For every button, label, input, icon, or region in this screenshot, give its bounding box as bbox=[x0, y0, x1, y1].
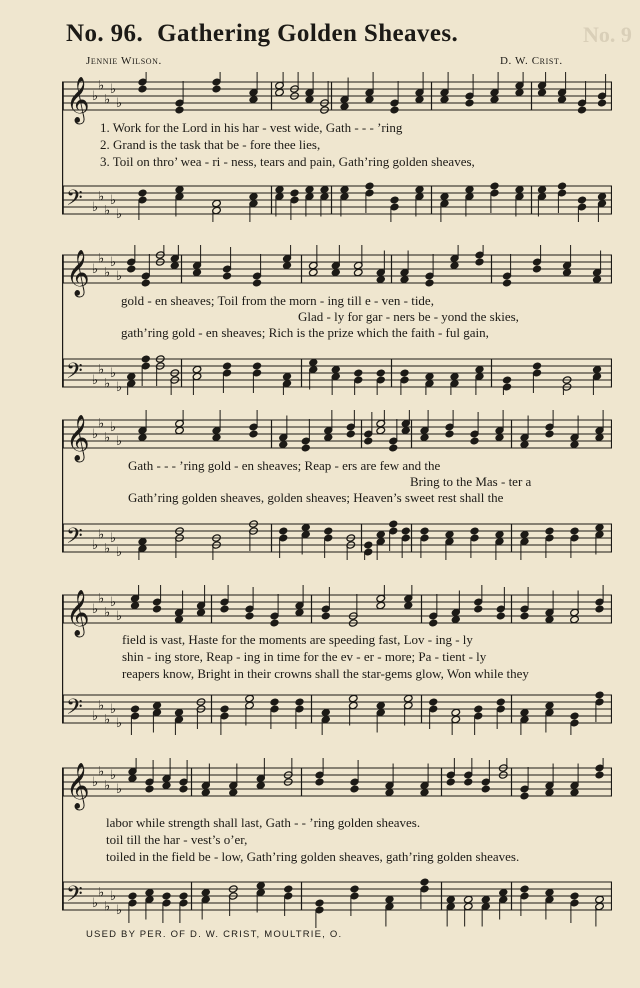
notehead bbox=[577, 106, 587, 114]
flat-icon: ♭ bbox=[104, 376, 111, 392]
notehead bbox=[502, 376, 512, 384]
notehead bbox=[320, 185, 330, 193]
notehead bbox=[212, 433, 222, 441]
lyric-line-5-verse-2: toil till the har - vest’s o’er, bbox=[106, 832, 248, 847]
flat-icon: ♭ bbox=[98, 416, 105, 432]
notehead bbox=[249, 430, 259, 438]
flat-icon: ♭ bbox=[92, 538, 99, 553]
flat-icon: ♭ bbox=[110, 595, 117, 610]
notehead bbox=[495, 433, 505, 441]
notehead bbox=[350, 785, 360, 793]
notehead bbox=[470, 437, 480, 445]
flat-icon: ♭ bbox=[116, 903, 123, 918]
flat-icon: ♭ bbox=[98, 527, 105, 543]
notehead bbox=[495, 530, 505, 538]
notehead bbox=[557, 95, 567, 103]
flat-icon: ♭ bbox=[110, 193, 117, 208]
flat-icon: ♭ bbox=[110, 889, 117, 904]
notehead bbox=[376, 369, 386, 377]
lyric-line-1-verse-1: 1. Work for the Lord in his har - vest wide, Gath - - - ’ring bbox=[100, 120, 403, 135]
notehead bbox=[388, 444, 398, 452]
notehead bbox=[470, 527, 480, 535]
flat-icon: ♭ bbox=[110, 768, 117, 783]
notehead bbox=[290, 189, 300, 197]
notehead bbox=[425, 279, 435, 287]
composer-credit: D. W. Crist. bbox=[500, 55, 563, 67]
notehead bbox=[385, 895, 395, 903]
notehead bbox=[425, 372, 435, 380]
notehead bbox=[451, 615, 461, 623]
notehead bbox=[463, 778, 473, 786]
flat-icon: ♭ bbox=[104, 712, 111, 728]
flat-icon: ♭ bbox=[98, 885, 105, 901]
notehead bbox=[502, 279, 512, 287]
notehead bbox=[570, 527, 580, 535]
lyric-line-1-verse-3: 3. Toil on thro’ wea - ri - ness, tears and pain, Gath’ring golden sheaves, bbox=[100, 154, 475, 169]
notehead bbox=[175, 426, 185, 434]
notehead bbox=[365, 95, 375, 103]
flat-icon: ♭ bbox=[98, 764, 105, 780]
notehead bbox=[175, 106, 185, 114]
flat-icon: ♭ bbox=[92, 709, 99, 724]
flat-icon: ♭ bbox=[104, 605, 111, 621]
notehead bbox=[278, 440, 288, 448]
notehead bbox=[592, 365, 602, 373]
treble-clef-icon: 𝄞 bbox=[66, 763, 90, 809]
notehead bbox=[595, 895, 605, 903]
flat-icon: ♭ bbox=[98, 362, 105, 378]
notehead bbox=[473, 605, 483, 613]
flat-icon: ♭ bbox=[116, 434, 123, 449]
treble-clef-icon: 𝄞 bbox=[66, 415, 90, 461]
notehead bbox=[520, 792, 530, 800]
flat-icon: ♭ bbox=[104, 899, 111, 915]
notehead bbox=[340, 102, 350, 110]
bass-clef-icon: 𝄢 bbox=[66, 359, 83, 389]
lyric-line-5-verse-1: labor while strength shall last, Gath - - ’ring golden sheaves. bbox=[106, 815, 421, 830]
flat-icon: ♭ bbox=[110, 366, 117, 381]
notehead bbox=[376, 601, 386, 609]
notehead bbox=[597, 192, 607, 200]
notehead bbox=[473, 705, 483, 713]
notehead bbox=[463, 895, 473, 903]
bass-clef-icon: 𝄢 bbox=[66, 186, 83, 216]
notehead bbox=[363, 437, 373, 445]
notehead bbox=[592, 275, 602, 283]
notehead bbox=[520, 885, 530, 893]
flat-icon: ♭ bbox=[116, 545, 123, 560]
notehead bbox=[450, 372, 460, 380]
flat-icon: ♭ bbox=[98, 78, 105, 94]
notehead bbox=[130, 601, 140, 609]
notehead bbox=[295, 608, 305, 616]
flat-icon: ♭ bbox=[116, 96, 123, 111]
notehead bbox=[192, 268, 202, 276]
notehead bbox=[138, 85, 148, 93]
notehead bbox=[363, 541, 373, 549]
notehead bbox=[138, 433, 148, 441]
notehead bbox=[388, 520, 398, 528]
notehead bbox=[420, 878, 430, 886]
notehead bbox=[515, 88, 525, 96]
notehead bbox=[498, 888, 508, 896]
flat-icon: ♭ bbox=[92, 896, 99, 911]
notehead bbox=[270, 619, 280, 627]
notehead bbox=[446, 778, 456, 786]
lyric-line-3-verse-1: Gath - - - ’ring gold - en sheaves; Reap - ers are few and the bbox=[128, 458, 441, 473]
bass-clef-icon: 𝄢 bbox=[66, 695, 83, 725]
notehead bbox=[321, 708, 331, 716]
notehead bbox=[196, 608, 206, 616]
notehead bbox=[282, 372, 292, 380]
notehead bbox=[545, 527, 555, 535]
notehead bbox=[400, 275, 410, 283]
notehead bbox=[252, 279, 262, 287]
bleed-through-text: No. 9 bbox=[583, 22, 632, 47]
flat-icon: ♭ bbox=[104, 430, 111, 446]
notehead bbox=[390, 196, 400, 204]
notehead bbox=[212, 199, 222, 207]
notehead bbox=[138, 537, 148, 545]
notehead bbox=[545, 615, 555, 623]
notehead bbox=[545, 788, 555, 796]
notehead bbox=[401, 527, 411, 535]
notehead bbox=[570, 788, 580, 796]
notehead bbox=[415, 95, 425, 103]
notehead bbox=[192, 365, 202, 373]
notehead bbox=[126, 372, 136, 380]
notehead bbox=[537, 88, 547, 96]
flat-icon: ♭ bbox=[92, 775, 99, 790]
notehead bbox=[162, 781, 172, 789]
notehead bbox=[420, 527, 430, 535]
lyric-line-4-verse-1: field is vast, Haste for the moments are speeding fast, Lov - ing - ly bbox=[122, 632, 473, 647]
notehead bbox=[308, 268, 318, 276]
notehead bbox=[220, 605, 230, 613]
flat-icon: ♭ bbox=[110, 420, 117, 435]
notehead bbox=[446, 895, 456, 903]
notehead bbox=[141, 355, 151, 363]
flat-icon: ♭ bbox=[92, 602, 99, 617]
notehead bbox=[212, 85, 222, 93]
notehead bbox=[376, 701, 386, 709]
notehead bbox=[201, 788, 211, 796]
notehead bbox=[428, 619, 438, 627]
lyric-line-3-verse-3: Gath’ring golden sheaves, golden sheaves; Heaven’s sweet rest shall the bbox=[128, 490, 504, 505]
notehead bbox=[170, 261, 180, 269]
notehead bbox=[152, 605, 162, 613]
notehead bbox=[282, 261, 292, 269]
notehead bbox=[245, 612, 255, 620]
notehead bbox=[175, 185, 185, 193]
flat-icon: ♭ bbox=[104, 541, 111, 557]
lyric-line-1-verse-2: 2. Grand is the task that be - fore thee lies, bbox=[100, 137, 321, 152]
notehead bbox=[305, 95, 315, 103]
flat-icon: ♭ bbox=[104, 92, 111, 108]
bass-clef-icon: 𝄢 bbox=[66, 882, 83, 912]
lyric-line-4-verse-2: shin - ing store, Reap - ing in time for the ev - er - more; Pa - tient - ly bbox=[122, 649, 487, 664]
notehead bbox=[249, 192, 259, 200]
notehead bbox=[179, 785, 189, 793]
notehead bbox=[595, 605, 605, 613]
notehead bbox=[162, 892, 172, 900]
notehead bbox=[595, 691, 605, 699]
notehead bbox=[403, 694, 413, 702]
notehead bbox=[570, 440, 580, 448]
flat-icon: ♭ bbox=[104, 265, 111, 281]
notehead bbox=[403, 601, 413, 609]
hymn-name: Gathering Golden Sheaves. bbox=[157, 20, 459, 47]
notehead bbox=[440, 192, 450, 200]
notehead bbox=[515, 185, 525, 193]
flat-icon: ♭ bbox=[92, 427, 99, 442]
notehead bbox=[353, 369, 363, 377]
flat-icon: ♭ bbox=[116, 782, 123, 797]
notehead bbox=[450, 261, 460, 269]
flat-icon: ♭ bbox=[92, 89, 99, 104]
flat-icon: ♭ bbox=[92, 373, 99, 388]
notehead bbox=[557, 182, 567, 190]
flat-icon: ♭ bbox=[116, 380, 123, 395]
notehead bbox=[520, 612, 530, 620]
notehead bbox=[570, 615, 580, 623]
notehead bbox=[400, 369, 410, 377]
flat-icon: ♭ bbox=[104, 778, 111, 794]
notehead bbox=[145, 785, 155, 793]
notehead bbox=[220, 705, 230, 713]
notehead bbox=[490, 95, 500, 103]
notehead bbox=[420, 433, 430, 441]
notehead bbox=[490, 182, 500, 190]
notehead bbox=[496, 698, 506, 706]
notehead bbox=[595, 771, 605, 779]
flat-icon: ♭ bbox=[104, 203, 111, 219]
notehead bbox=[415, 185, 425, 193]
lyric-line-4-verse-3: reapers know, Bright in their crowns shall the star-gems glow, Won while they bbox=[122, 666, 529, 681]
notehead bbox=[481, 895, 491, 903]
notehead bbox=[428, 698, 438, 706]
notehead bbox=[401, 426, 411, 434]
notehead bbox=[350, 885, 360, 893]
notehead bbox=[152, 701, 162, 709]
notehead bbox=[532, 362, 542, 370]
notehead bbox=[595, 433, 605, 441]
notehead bbox=[126, 265, 136, 273]
bass-clef-icon: 𝄢 bbox=[66, 524, 83, 554]
notehead bbox=[275, 185, 285, 193]
treble-clef-icon: 𝄞 bbox=[66, 590, 90, 636]
notehead bbox=[331, 268, 341, 276]
notehead bbox=[577, 196, 587, 204]
notehead bbox=[562, 268, 572, 276]
notehead bbox=[138, 189, 148, 197]
notehead bbox=[179, 892, 189, 900]
notehead bbox=[570, 712, 580, 720]
flat-icon: ♭ bbox=[110, 531, 117, 546]
notehead bbox=[249, 95, 259, 103]
notehead bbox=[496, 612, 506, 620]
notehead bbox=[323, 433, 333, 441]
treble-clef-icon: 𝄞 bbox=[66, 77, 90, 123]
notehead bbox=[222, 362, 232, 370]
notehead bbox=[278, 527, 288, 535]
notehead bbox=[520, 708, 530, 716]
flat-icon: ♭ bbox=[98, 591, 105, 607]
notehead bbox=[520, 440, 530, 448]
lyric-line-5-verse-3: toiled in the field be - low, Gath’ring golden sheaves, gath’ring golden sheaves. bbox=[106, 849, 520, 864]
notehead bbox=[256, 781, 266, 789]
notehead bbox=[520, 530, 530, 538]
notehead bbox=[570, 892, 580, 900]
flat-icon: ♭ bbox=[116, 716, 123, 731]
notehead bbox=[301, 444, 311, 452]
notehead bbox=[537, 185, 547, 193]
hymn-title bbox=[66, 20, 586, 48]
notehead bbox=[222, 272, 232, 280]
notehead bbox=[545, 430, 555, 438]
hymn-number: No. 96. bbox=[66, 20, 144, 47]
flat-icon: ♭ bbox=[110, 702, 117, 717]
notehead bbox=[475, 258, 485, 266]
notehead bbox=[331, 365, 341, 373]
notehead bbox=[252, 362, 262, 370]
notehead bbox=[128, 892, 138, 900]
notehead bbox=[340, 185, 350, 193]
notehead bbox=[440, 95, 450, 103]
notehead bbox=[385, 788, 395, 796]
lyric-line-3-verse-2: Bring to the Mas - ter a bbox=[410, 474, 532, 489]
lyricist-credit: Jennie Wilson. bbox=[86, 55, 162, 67]
notehead bbox=[346, 430, 356, 438]
flat-icon: ♭ bbox=[116, 207, 123, 222]
notehead bbox=[270, 698, 280, 706]
flat-icon: ♭ bbox=[98, 251, 105, 267]
permission-footer: USED BY PER. OF D. W. CRIST, MOULTRIE, O. bbox=[86, 929, 343, 940]
notehead bbox=[174, 615, 184, 623]
notehead bbox=[445, 530, 455, 538]
notehead bbox=[245, 694, 255, 702]
notehead bbox=[376, 530, 386, 538]
notehead bbox=[376, 426, 386, 434]
notehead bbox=[475, 365, 485, 373]
notehead bbox=[174, 708, 184, 716]
notehead bbox=[315, 899, 325, 907]
notehead bbox=[365, 182, 375, 190]
notehead bbox=[323, 527, 333, 535]
flat-icon: ♭ bbox=[98, 189, 105, 205]
notehead bbox=[256, 881, 266, 889]
notehead bbox=[141, 279, 151, 287]
notehead bbox=[445, 430, 455, 438]
notehead bbox=[353, 268, 363, 276]
treble-clef-icon: 𝄞 bbox=[66, 250, 90, 296]
flat-icon: ♭ bbox=[110, 255, 117, 270]
notehead bbox=[465, 185, 475, 193]
notehead bbox=[301, 523, 311, 531]
notehead bbox=[130, 705, 140, 713]
notehead bbox=[315, 778, 325, 786]
notehead bbox=[201, 888, 211, 896]
notehead bbox=[128, 774, 138, 782]
flat-icon: ♭ bbox=[116, 609, 123, 624]
notehead bbox=[283, 885, 293, 893]
lyric-line-2-verse-1: gold - en sheaves; Toil from the morn - ing till e - ven - tide, bbox=[121, 293, 434, 308]
notehead bbox=[295, 698, 305, 706]
notehead bbox=[597, 99, 607, 107]
notehead bbox=[465, 99, 475, 107]
notehead bbox=[451, 708, 461, 716]
notehead bbox=[228, 788, 238, 796]
notehead bbox=[376, 275, 386, 283]
flat-icon: ♭ bbox=[98, 698, 105, 714]
lyric-line-2-verse-2: Glad - ly for gar - ners be - yond the skies, bbox=[298, 309, 519, 324]
notehead bbox=[545, 701, 555, 709]
notehead bbox=[348, 694, 358, 702]
flat-icon: ♭ bbox=[92, 262, 99, 277]
notehead bbox=[390, 106, 400, 114]
notehead bbox=[308, 358, 318, 366]
flat-icon: ♭ bbox=[92, 200, 99, 215]
notehead bbox=[420, 788, 430, 796]
flat-icon: ♭ bbox=[110, 82, 117, 97]
notehead bbox=[145, 888, 155, 896]
flat-icon: ♭ bbox=[116, 269, 123, 284]
notehead bbox=[532, 265, 542, 273]
notehead bbox=[321, 612, 331, 620]
notehead bbox=[305, 185, 315, 193]
lyric-line-2-verse-3: gath’ring gold - en sheaves; Rich is the prize which the faith - ful gain, bbox=[121, 325, 489, 340]
notehead bbox=[595, 523, 605, 531]
notehead bbox=[275, 88, 285, 96]
notehead bbox=[481, 785, 491, 793]
notehead bbox=[545, 888, 555, 896]
